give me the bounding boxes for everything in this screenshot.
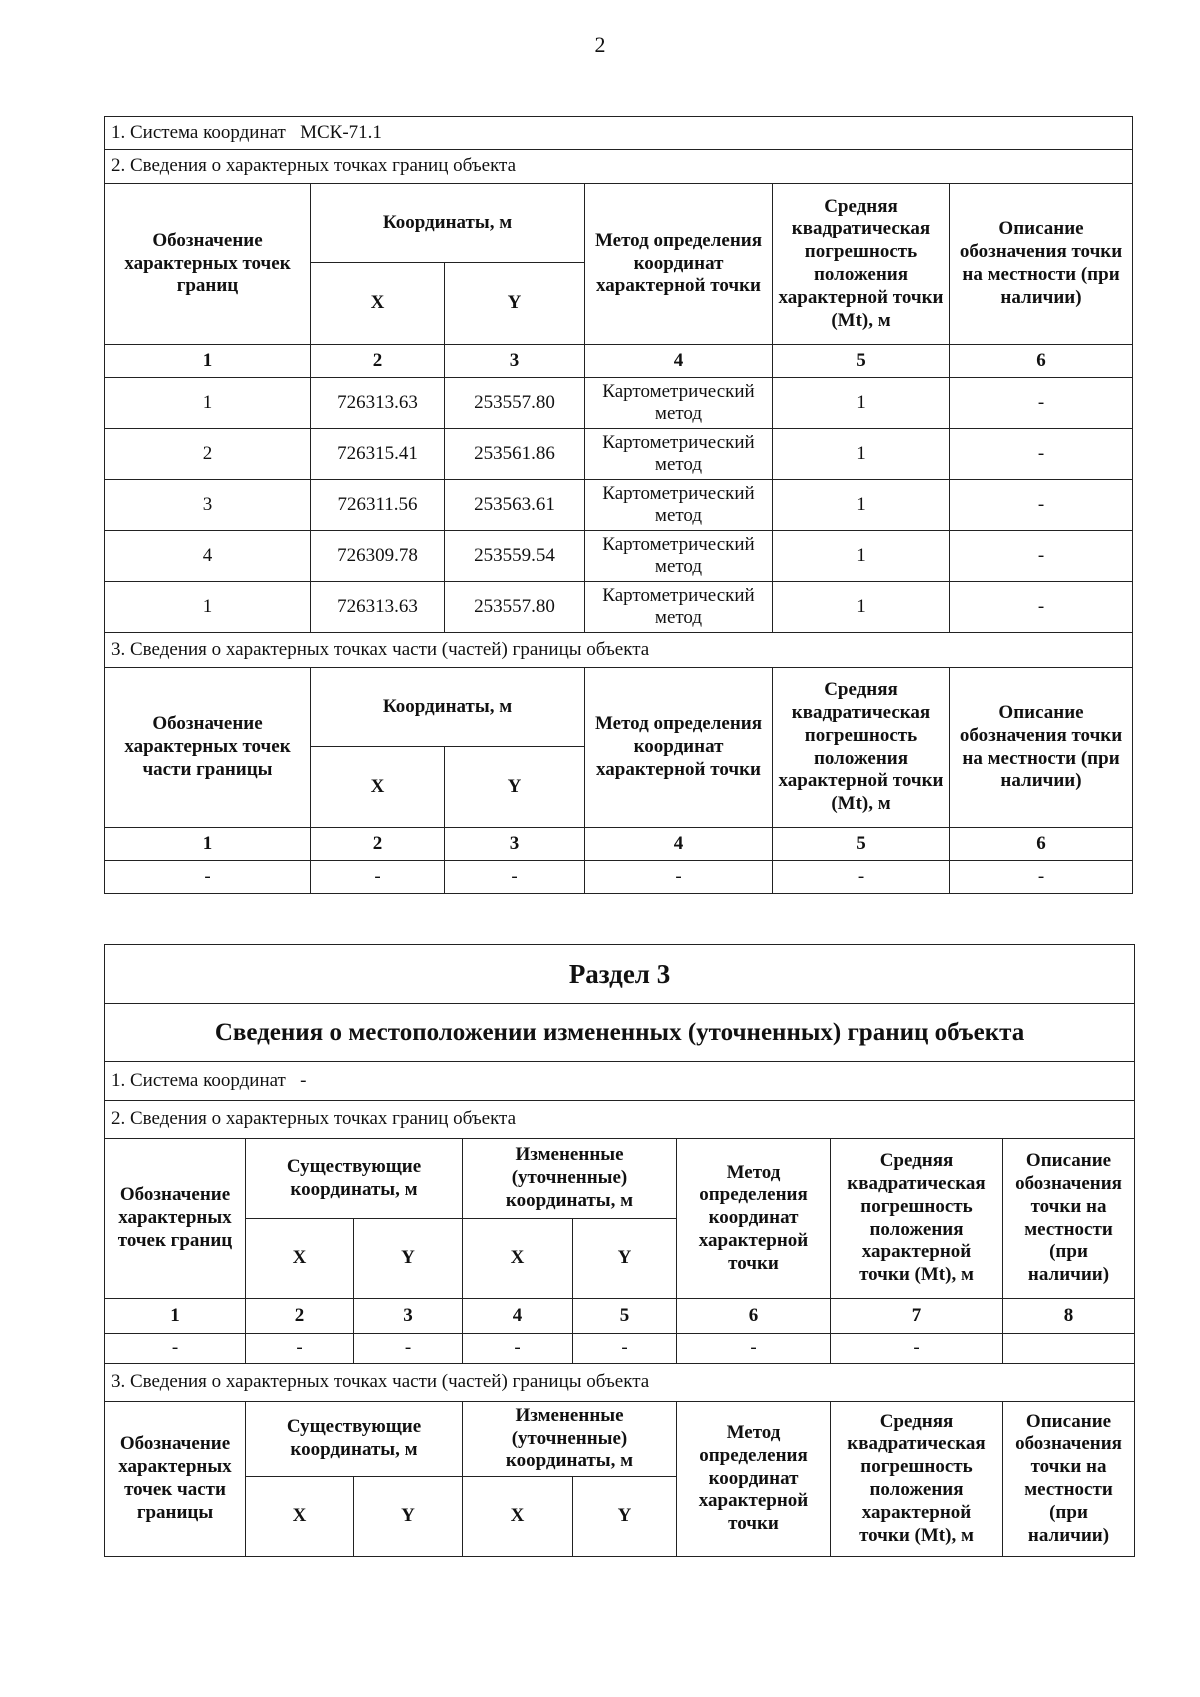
table-row — [105, 378, 1133, 429]
description: - — [950, 378, 1133, 429]
header-method: Метод определения координат характерной точки — [585, 184, 773, 345]
col-number: 3 — [354, 1299, 463, 1334]
header-error: Средняя квадратическая погрешность положения характерной точки (Mt), м — [773, 184, 950, 345]
col-number: 4 — [585, 828, 773, 861]
col-number: 8 — [1003, 1299, 1135, 1334]
col-number: 6 — [677, 1299, 831, 1334]
header-error: Средняя квадратическая погрешность положения характерной точки (Mt), м — [831, 1402, 1003, 1557]
header-method: Метод определения координат характерной точки — [585, 668, 773, 828]
method: Картометрический метод — [585, 480, 773, 531]
description: - — [950, 531, 1133, 582]
description: - — [950, 480, 1133, 531]
col-number: 4 — [463, 1299, 573, 1334]
method: Картометрический метод — [585, 429, 773, 480]
header-y: Y — [445, 263, 585, 345]
coord-x: 726309.78 — [311, 531, 445, 582]
cell — [1003, 1334, 1135, 1364]
header-description: Описание обозначения точки на местности (при наличии) — [1003, 1139, 1135, 1299]
col-number: 4 — [585, 345, 773, 378]
table-row — [105, 861, 1133, 894]
coord-x: 726313.63 — [311, 378, 445, 429]
header-description: Описание обозначения точки на местности (при наличии) — [950, 184, 1133, 345]
table-row — [105, 480, 1133, 531]
cell: - — [354, 1334, 463, 1364]
boundary-points-table — [104, 116, 1133, 894]
description: - — [950, 582, 1133, 633]
header-coords: Координаты, м — [311, 184, 585, 263]
coord-y: 253559.54 — [445, 531, 585, 582]
header-y: Y — [445, 747, 585, 828]
header-description: Описание обозначения точки на местности (при наличии) — [950, 668, 1133, 828]
method: Картометрический метод — [585, 582, 773, 633]
cell: - — [445, 861, 585, 894]
header-method: Метод определения координат характерной точки — [677, 1402, 831, 1557]
header-designation: Обозначение характерных точек части границы — [105, 1402, 246, 1557]
header-existing-coords: Существующие координаты, м — [246, 1402, 463, 1477]
coord-x: 726311.56 — [311, 480, 445, 531]
coord-system-row — [105, 1062, 1135, 1101]
col-number: 1 — [105, 345, 311, 378]
table-row — [105, 1334, 1135, 1364]
coord-system-label: 1. Система координат — [111, 121, 286, 143]
header-coords: Координаты, м — [311, 668, 585, 747]
coord-x: 726315.41 — [311, 429, 445, 480]
error-value: 1 — [773, 378, 950, 429]
header-x: X — [246, 1477, 354, 1557]
header-designation: Обозначение характерных точек части границы — [105, 668, 311, 828]
error-value: 1 — [773, 531, 950, 582]
coord-system-label: 1. Система координат — [111, 1069, 286, 1091]
col-number: 6 — [950, 345, 1133, 378]
cell: - — [105, 861, 311, 894]
point-id: 2 — [105, 429, 311, 480]
point-id: 3 — [105, 480, 311, 531]
cell: - — [677, 1334, 831, 1364]
col-number: 3 — [445, 828, 585, 861]
parts-section-title: 3. Сведения о характерных точках части (частей) границы объекта — [105, 633, 1133, 668]
cell: - — [585, 861, 773, 894]
table-row — [105, 429, 1133, 480]
col-number: 2 — [311, 828, 445, 861]
header-description: Описание обозначения точки на местности (при наличии) — [1003, 1402, 1135, 1557]
section-title: Раздел 3 — [105, 945, 1135, 1004]
column-numbers-row — [105, 828, 1133, 861]
method: Картометрический метод — [585, 378, 773, 429]
col-number: 2 — [246, 1299, 354, 1334]
cell: - — [246, 1334, 354, 1364]
column-numbers-row — [105, 1299, 1135, 1334]
header-y: Y — [573, 1219, 677, 1299]
changed-boundary-table — [104, 944, 1135, 1557]
col-number: 2 — [311, 345, 445, 378]
cell: - — [105, 1334, 246, 1364]
coord-y: 253561.86 — [445, 429, 585, 480]
header-x: X — [246, 1219, 354, 1299]
cell: - — [311, 861, 445, 894]
header-x: X — [311, 263, 445, 345]
cell: - — [773, 861, 950, 894]
header-y: Y — [354, 1477, 463, 1557]
error-value: 1 — [773, 480, 950, 531]
page-number: 2 — [594, 32, 606, 57]
header-existing-coords: Существующие координаты, м — [246, 1139, 463, 1219]
header-error: Средняя квадратическая погрешность положения характерной точки (Mt), м — [773, 668, 950, 828]
coord-system-value: - — [300, 1069, 307, 1091]
error-value: 1 — [773, 582, 950, 633]
col-number: 5 — [773, 345, 950, 378]
header-y: Y — [354, 1219, 463, 1299]
parts-section-title: 3. Сведения о характерных точках части (частей) границы объекта — [105, 1364, 1135, 1402]
col-number: 3 — [445, 345, 585, 378]
col-number: 1 — [105, 1299, 246, 1334]
header-method: Метод определения координат характерной точки — [677, 1139, 831, 1299]
cell: - — [573, 1334, 677, 1364]
method: Картометрический метод — [585, 531, 773, 582]
col-number: 1 — [105, 828, 311, 861]
coord-system-row — [105, 117, 1133, 150]
coord-system-value: МСК-71.1 — [300, 121, 382, 143]
header-x: X — [463, 1477, 573, 1557]
col-number: 5 — [773, 828, 950, 861]
point-id: 1 — [105, 582, 311, 633]
header-x: X — [463, 1219, 573, 1299]
column-numbers-row — [105, 345, 1133, 378]
cell: - — [950, 861, 1133, 894]
table-row — [105, 531, 1133, 582]
coord-y: 253563.61 — [445, 480, 585, 531]
header-changed-coords: Измененные (уточненные) координаты, м — [463, 1139, 677, 1219]
description: - — [950, 429, 1133, 480]
header-designation: Обозначение характерных точек границ — [105, 184, 311, 345]
error-value: 1 — [773, 429, 950, 480]
coord-y: 253557.80 — [445, 582, 585, 633]
table-row — [105, 582, 1133, 633]
point-id: 1 — [105, 378, 311, 429]
section-subtitle: Сведения о местоположении измененных (уточненных) границ объекта — [105, 1004, 1135, 1062]
points-section-title: 2. Сведения о характерных точках границ объекта — [105, 1101, 1135, 1139]
col-number: 6 — [950, 828, 1133, 861]
header-x: X — [311, 747, 445, 828]
points-section-title: 2. Сведения о характерных точках границ объекта — [105, 150, 1133, 184]
cell: - — [463, 1334, 573, 1364]
cell: - — [831, 1334, 1003, 1364]
coord-x: 726313.63 — [311, 582, 445, 633]
col-number: 7 — [831, 1299, 1003, 1334]
header-error: Средняя квадратическая погрешность положения характерной точки (Mt), м — [831, 1139, 1003, 1299]
header-designation: Обозначение характерных точек границ — [105, 1139, 246, 1299]
coord-y: 253557.80 — [445, 378, 585, 429]
col-number: 5 — [573, 1299, 677, 1334]
header-y: Y — [573, 1477, 677, 1557]
point-id: 4 — [105, 531, 311, 582]
header-changed-coords: Измененные (уточненные) координаты, м — [463, 1402, 677, 1477]
